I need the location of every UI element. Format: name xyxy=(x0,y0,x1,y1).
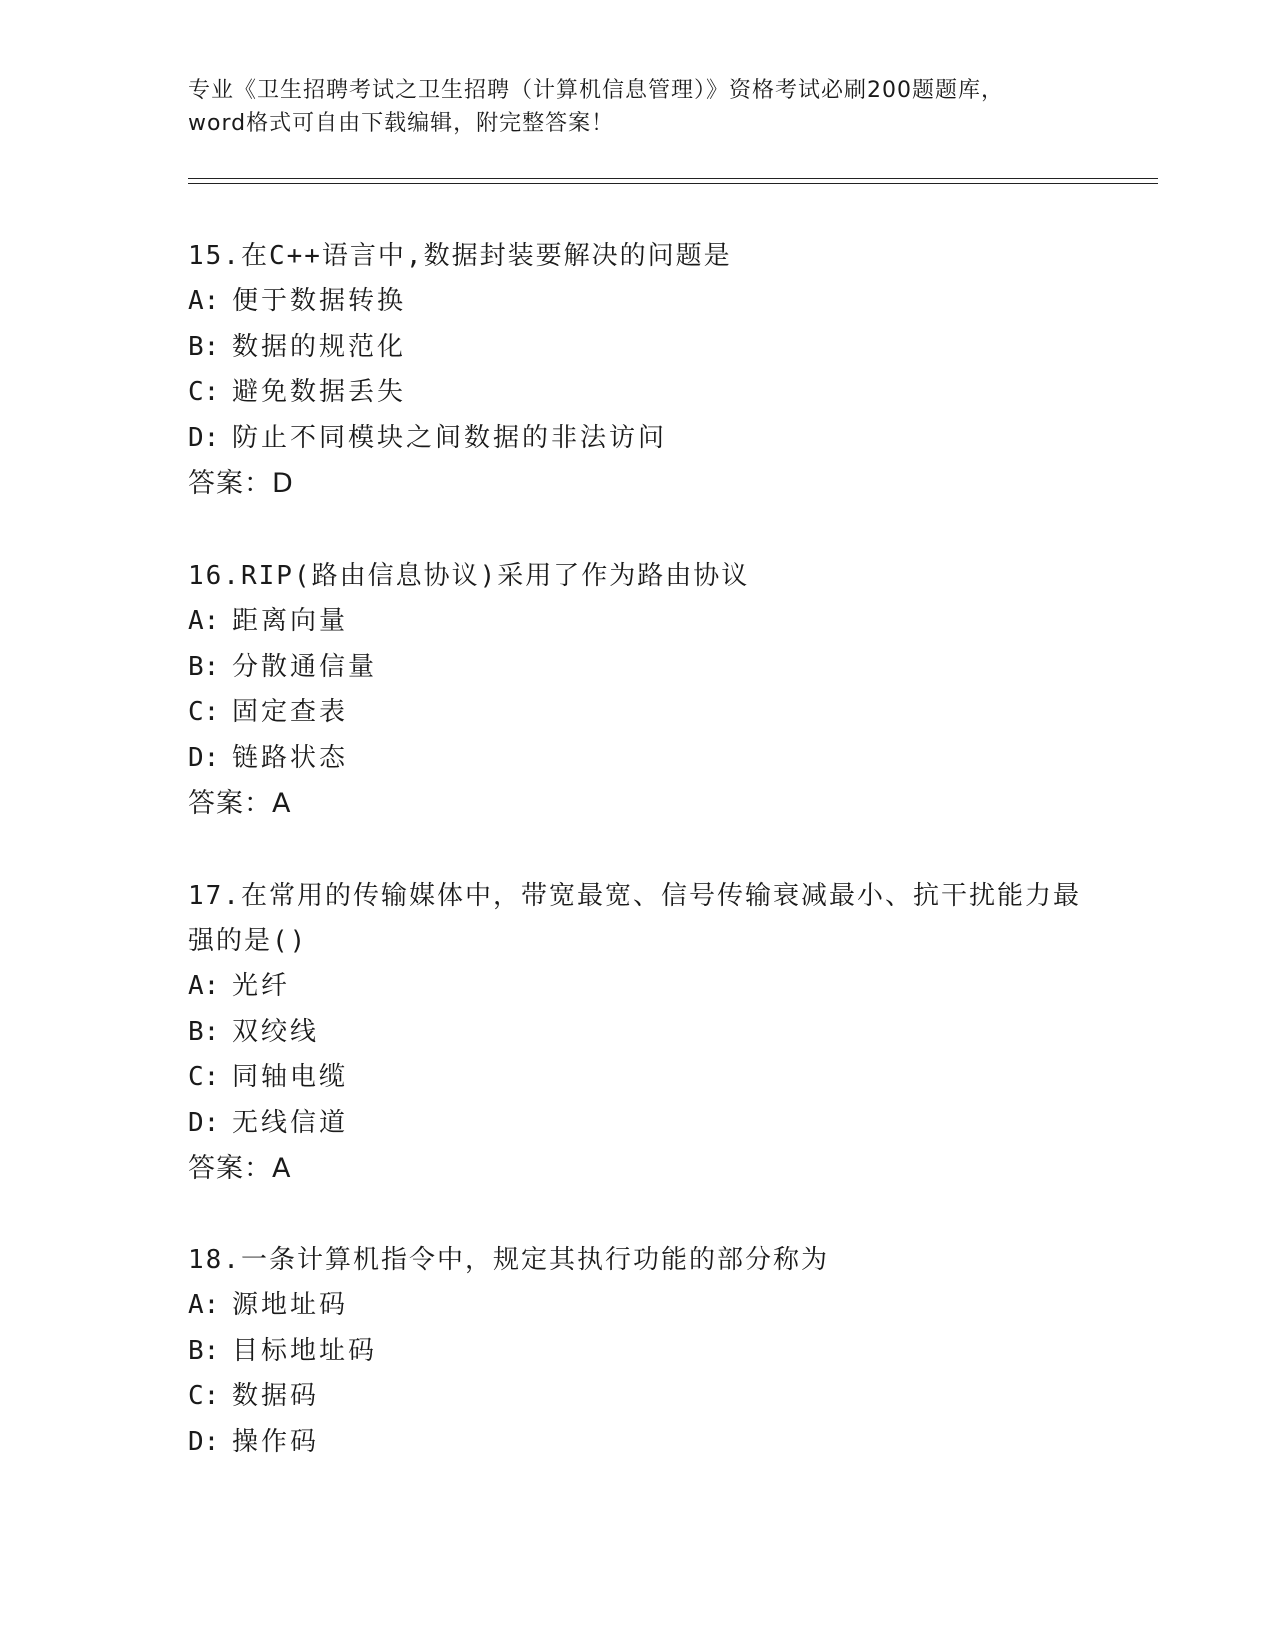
option-b xyxy=(188,1010,1088,1056)
option-text: 数据码 xyxy=(232,1381,320,1411)
option-c xyxy=(188,1374,1088,1420)
header-line-1: 专业《卫生招聘考试之卫生招聘（计算机信息管理）》资格考试必刷200题题库， xyxy=(188,78,1004,103)
option-text: 同轴电缆 xyxy=(232,1062,349,1092)
option-text: 数据的规范化 xyxy=(232,331,407,362)
question-stem: 17.在常用的传输媒体中，带宽最宽、信号传输衰减最小、抗干扰能力最强的是() xyxy=(188,881,1081,956)
header-line-2: word格式可自由下载编辑，附完整答案！ xyxy=(188,111,615,136)
option-letter: C: xyxy=(188,697,220,727)
option-text: 无线信道 xyxy=(232,1107,349,1138)
option-text: 目标地址码 xyxy=(232,1335,378,1366)
option-letter: A: xyxy=(188,286,220,316)
option-text: 固定查表 xyxy=(232,697,349,727)
document-header xyxy=(188,74,1088,140)
option-c xyxy=(188,1055,1088,1101)
option-letter: D: xyxy=(188,742,220,773)
option-letter: B: xyxy=(188,651,220,682)
option-d xyxy=(188,736,1088,782)
option-b xyxy=(188,325,1088,371)
header-divider-bottom xyxy=(188,183,1158,184)
option-text: 距离向量 xyxy=(232,606,349,636)
question-stem: 15.在C++语言中,数据封装要解决的问题是 xyxy=(188,241,732,271)
option-letter: B: xyxy=(188,1016,220,1047)
option-text: 源地址码 xyxy=(232,1290,349,1320)
option-text: 避免数据丢失 xyxy=(232,377,407,407)
option-text: 操作码 xyxy=(232,1426,320,1457)
option-letter: C: xyxy=(188,1062,220,1092)
option-c xyxy=(188,370,1088,416)
option-text: 双绞线 xyxy=(232,1016,320,1047)
option-letter: D: xyxy=(188,422,220,453)
option-letter: C: xyxy=(188,377,220,407)
option-letter: A: xyxy=(188,971,220,1001)
option-letter: D: xyxy=(188,1107,220,1138)
question-stem: 16.RIP(路由信息协议)采用了作为路由协议 xyxy=(188,561,750,591)
question-16 xyxy=(188,554,1088,827)
option-a xyxy=(188,964,1088,1010)
option-d xyxy=(188,1420,1088,1466)
option-text: 光纤 xyxy=(232,971,291,1001)
option-b xyxy=(188,1329,1088,1375)
question-15 xyxy=(188,234,1088,507)
option-text: 链路状态 xyxy=(232,742,349,773)
option-a xyxy=(188,599,1088,645)
option-text: 分散通信量 xyxy=(232,651,378,682)
option-a xyxy=(188,1283,1088,1329)
header-divider-top xyxy=(188,178,1158,179)
answer-label: 答案：D xyxy=(188,468,294,499)
option-letter: D: xyxy=(188,1426,220,1457)
question-17 xyxy=(188,874,1088,1192)
option-b xyxy=(188,645,1088,691)
option-letter: A: xyxy=(188,606,220,636)
option-letter: C: xyxy=(188,1381,220,1411)
option-c xyxy=(188,690,1088,736)
option-text: 便于数据转换 xyxy=(232,286,407,316)
answer-label: 答案：A xyxy=(188,788,292,819)
option-d xyxy=(188,1101,1088,1147)
question-stem: 18.一条计算机指令中，规定其执行功能的部分称为 xyxy=(188,1245,829,1275)
question-18 xyxy=(188,1238,1088,1465)
option-text: 防止不同模块之间数据的非法访问 xyxy=(232,422,668,453)
option-d xyxy=(188,416,1088,462)
option-a xyxy=(188,279,1088,325)
option-letter: B: xyxy=(188,331,220,362)
option-letter: B: xyxy=(188,1335,220,1366)
option-letter: A: xyxy=(188,1290,220,1320)
answer-label: 答案：A xyxy=(188,1153,292,1184)
